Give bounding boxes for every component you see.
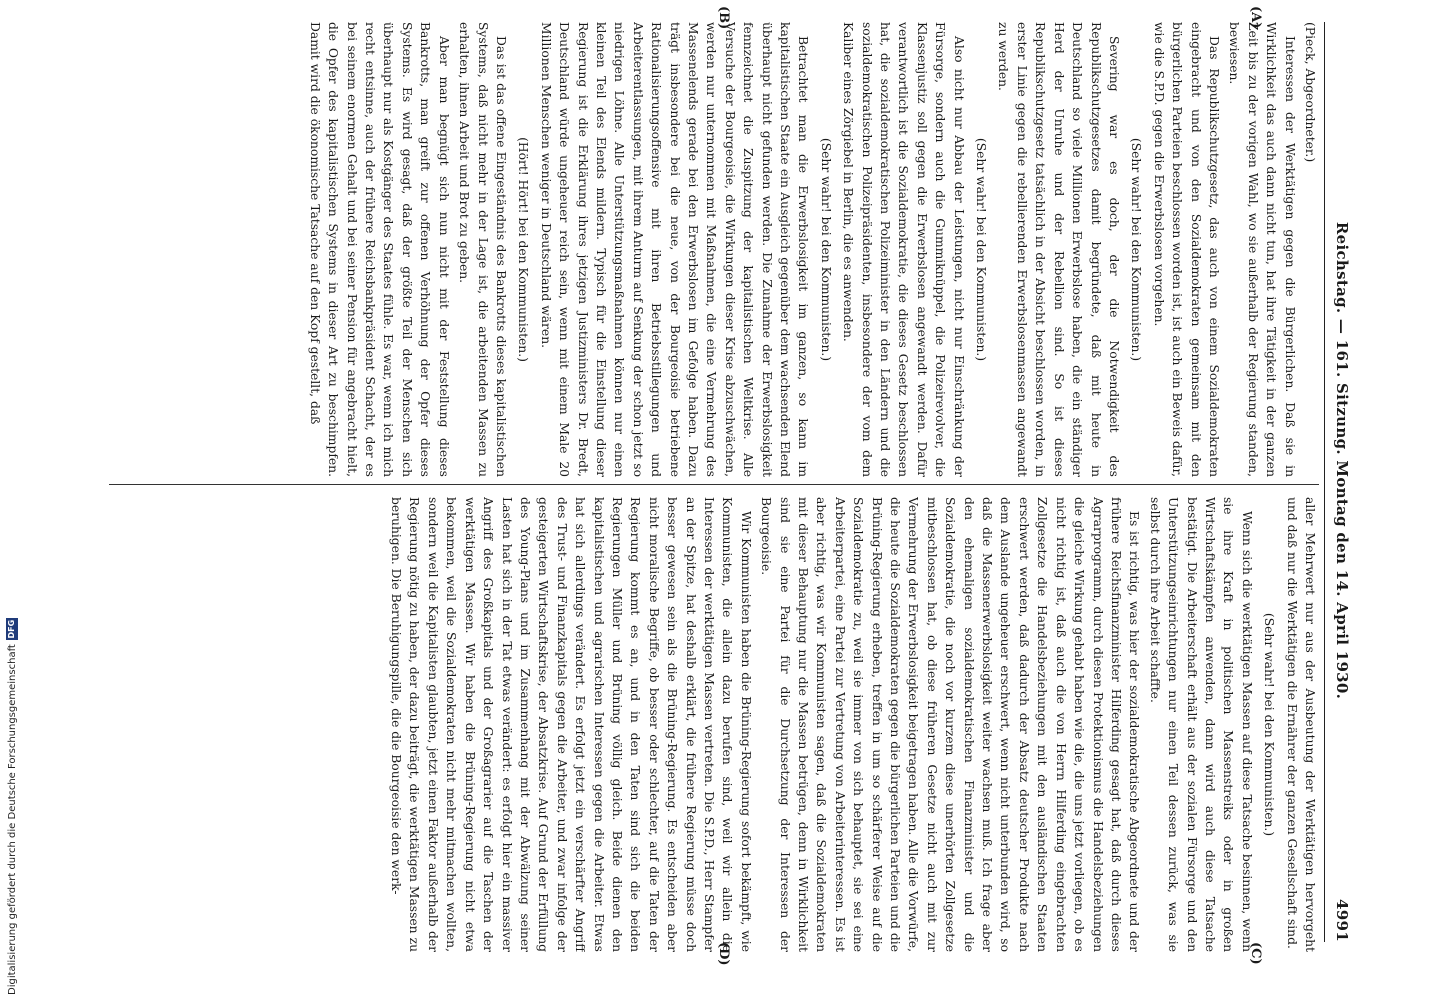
- credit-text: Digitalisierung gefördert durch die Deutsche Forschungsgemeinschaft: [6, 644, 18, 995]
- left-column-paragraph: (Hört! Hört! bei den Kommunisten.): [516, 137, 531, 362]
- right-column-paragraph: Es ist richtig, was hier der sozialdemokratische Abgeordnete und der frühere Reichsfinanzminister Hilferding gesagt hat, daß durch dieses Agrarprogramm, durch diesen Protektionismus die Handelsbeziehungen die gleiche Wirkung gehabt haben wie die, die uns jetzt vorliegen, ob es nicht richtig ist, daß auch die von Herrn Hilferding eingebrachten Zollgesetze die Handelsbeziehungen mit den ausländischen Staaten erschwert werden, daß dadurch der Absatz deutscher Produkte nach dem Auslande ungeheuer erschwert, wenn nicht unterbunden wird, so daß die Massenerwerbslosigkeit weiter wachsen muß. Ich frage aber den ehemaligen sozialdemokratischen Finanzminister und die Sozialdemokratie, die noch vor kurzem diese unerhörten Zollgesetze mitbeschlossen hat, ob diese früheren Gesetze nicht auch mit zur Vermehrung der Erwerbslosigkeit beigetragen haben. Alle die Vorwürfe, die heute die Sozialdemokraten gegen die bürgerlichen Parteien und die Brüning-Regierung erheben, treffen in um so schärferer Weise auf die Sozialdemokratie zu, weil sie immer von sich behauptet, sie sei eine Arbeiterpartei, eine Partei zur Vertretung von Arbeiterinteressen. Es ist aber richtig, was wir Kommunisten sagen, daß die Sozialdemokraten mit dieser Behauptung nur die Massen betrügen, denn in Wirklichkeit sind sie eine Partei für die Durchsetzung der Interessen der Bourgeoisie.: [759, 497, 1142, 952]
- left-column-paragraph: Das ist das offene Eingeständnis des Bankrotts dieses kapitalistischen Systems, daß nicht mehr in der Lage ist, die arbeitenden Massen zu erhalten, ihnen Arbeit und Brot zu geben.: [457, 22, 508, 477]
- margin-letter-c: (C): [1248, 942, 1263, 965]
- left-column-paragraph: Also nicht nur Abbau der Leistungen, nicht nur Einschränkung der Fürsorge, sondern auch die Gummiknüppel, die Polizeirevolver, die Klassenjustiz soll gegen die Erwerbslosen angewandt werden. Dafür verantwortlich ist die Sozialdemokratie, die dieses Gesetz beschlossen hat, die sozialdemokratischen Polizeiminister in den Ländern und die sozialdemokratischen Polizeipräsidenten, insbesondere der vom dem Kaliber eines Zörgiebel in Berlin, die es anwenden.: [841, 22, 966, 477]
- right-column-paragraph: Wenn sich die werktätigen Massen auf diese Tatsache besinnen, wenn sie ihre Kraft in politischen Massenstreiks oder in großen Wirtschaftskämpfen anwenden, dann wird auch diese Tatsache bestätigt. Die Arbeiterschaft erhält aus der sozialen Fürsorge und den Unterstützungseinrichtungen nur einen Teil dessen zurück, was sie selbst durch ihre Arbeit schaffte.: [1147, 497, 1254, 952]
- left-column-paragraph: (Sehr wahr! bei den Kommunisten.): [1129, 137, 1144, 362]
- margin-letter-a: (A): [1248, 6, 1263, 29]
- page-header: [1324, 22, 1359, 942]
- dfg-logo: DFG: [7, 619, 16, 639]
- left-column: [104, 22, 1319, 477]
- left-column-paragraph: Betrachtet man die Erwerbslosigkeit im ganzen, so kann im kapitalistischen Staate ein Ausgleich gegenüber dem wachsenden Elend überhaupt nicht gefunden werden. Die Zunahme der Erwerbslosigkeit fennzeichnet die Zuspitzung der kapitalistischen Weltkrise. Alle Versuche der Bourgeoisie, die Wirkungen dieser Krise abzuschwächen, werden nur unternommen mit Maßnahmen, die eine Vermehrung des Massenelends gerade bei den Erwerbslosen im Gefolge haben. Dazu trägt insbesondere bei die neue, von der Bourgeoisie betriebene Rationalisierungsoffensive mit ihren Betriebsstillegungen und Arbeiterentlassungen, mit ihrem Anturm auf Senkung der schon jetzt so niedrigen Löhne. Alle Unterstützungsmaßnahmen können nur einen kleinen Teil des Elends mildern. Typisch für die Einstellung dieser Regierung ist die Erklärung ihres jetzigen Justizministers Dr. Bredt, Deutschland würde ungeheuer reich sein, wenn mit einem Male 20 Millionen Menschen weniger in Deutschland wären.: [538, 22, 811, 477]
- margin-letter-d: (D): [716, 942, 731, 966]
- left-column-paragraph: (Sehr wahr! bei den Kommunisten.): [818, 137, 833, 362]
- margin-letter-b: (B): [716, 6, 731, 30]
- column-divider: [109, 484, 1319, 485]
- right-column: [104, 497, 1319, 952]
- left-column-paragraph: Severing war es doch, der die Notwendigkeit des Republikschutzgesetzes damit begründete, daß mit heute in Deutschland so viele Millionen Erwerbslose haben, die ein ständiger Herd der Unruhe und der Rebellion sind. So ist dieses Republikschutzgesetz tatsächlich in der Absicht beschlossen worden, in erster Linie gegen die rebellierenden Erwerbslosenmassen angewandt zu werden.: [996, 22, 1121, 477]
- header-title: Reichstag. — 161. Sitzung. Montag den 14. April 1930.: [1333, 221, 1351, 700]
- left-column-paragraph: (Pieck, Abgeordneter.): [1303, 22, 1317, 163]
- left-column-paragraph: (Sehr wahr! bei den Kommunisten.): [974, 137, 989, 362]
- page-number: 4991: [1333, 899, 1351, 942]
- left-column-paragraph: Das Republikschutzgesetz, das auch von einem Sozialdemokraten eingebracht und von den Sozialdemokraten gemeinsam mit den bürgerlichen Parteien beschlossen worden ist, ist auch ein Beweis dafür, wie die S.P.D. gegen die Erwerbslosen vorgehen.: [1151, 22, 1221, 477]
- right-column-paragraph: aller Mehrwert nur aus der Ausbeutung der Werktätigen hervorgeht und daß nur die Werktätigen die Ernährer der ganzen Gesellschaft sind.: [1284, 497, 1317, 952]
- digitization-credit: [4, 5, 20, 995]
- left-column-paragraph: Interessen der Werktätigen gegen die Bürgerlichen. Daß sie in Wirklichkeit das auch dann nicht tun, hat ihre Tätigkeit in der ganzen Zeit bis zu der vorigen Wahl, wo sie außerhalb der Regierung standen, bewiesen.: [1227, 22, 1297, 477]
- document-page: [94, 6, 1359, 966]
- right-column-paragraph: Wir Kommunisten haben die Brüning-Regierung sofort bekämpft, wie Kommunisten, die allein dazu berufen sind, weil wir allein die Interessen der werktätigen Massen vertreten. Die S.P.D., Herr Stampfer an der Spitze, hat deshalb erklärt, die frühere Regierung müsse doch besser gewesen sein als die Brüning-Regierung. Es entscheiden aber nicht moralische Begriffe, ob besser oder schlechter, auf die Taten der Regierung kommt es an, und in den Taten sind sich die beiden Regierungen Müller und Brüning völlig gleich. Beide dienen den kapitalistischen und agrarischen Interessen gegen die Arbeiter. Etwas hat sich allerdings verändert. Es erfolgt jetzt ein verschärfter Angriff des Trust- und Finanzkapitals gegen die Arbeiter, und zwar infolge der gesteigerten Wirtschaftskrise, der Absatzkrise. Auf Grund der Erfüllung des Young-Plans und im Zusammenhang mit der Abwälzung seiner Lasten hat sich in der Tat etwas verändert: es erfolgt hier ein massiver Angriff des Großkapitals und der Großagrarier auf die Taschen der werktätigen Massen. Wir haben die Brüning-Regierung nicht etwa bekommen, weil die Sozialdemokraten nicht mehr mitmachen wollten, sondern weil die Kapitalisten glaubten, jetzt einen Faktor außerhalb der Regierung nötig zu haben, der dazu beiträgt, die werktätigen Massen zu beruhigen. Die Beruhigungspille, die die Bourgeoisie den werk-: [389, 497, 753, 952]
- right-column-paragraph: (Sehr wahr! bei den Kommunisten.): [1262, 612, 1277, 837]
- left-column-paragraph: Aber man begnügt sich nun nicht mit der Feststellung dieses Bankrotts, man greift zur offenen Verhöhnung der Opfer dieses Systems. Es wird gesagt, daß der größte Teil der Menschen sich überhaupt nur als Kostgänger des Staates fühle. Es war, wenn ich mich recht entsinne, auch der frühere Reichsbankpräsident Schacht, der es bei seinem enormen Gehalt und bei seiner Pension für angebracht hielt, die Opfer des kapitalistischen Systems in dieser Art zu beschimpfen. Damit wird die ökonomische Tatsache auf den Kopf gestellt, daß: [307, 22, 451, 477]
